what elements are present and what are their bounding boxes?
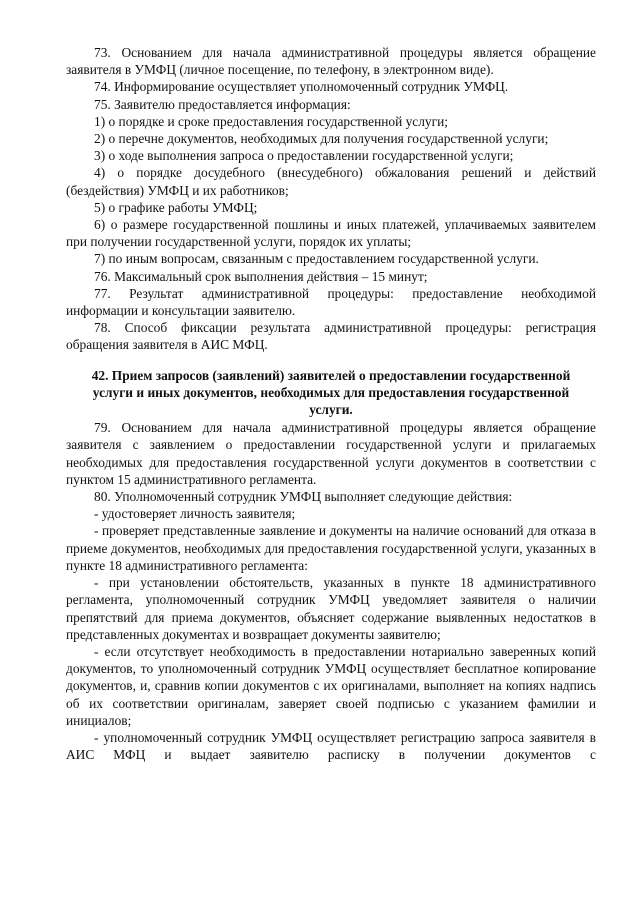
list-item-2: 2) о перечне документов, необходимых для получения государственной услуги; bbox=[94, 131, 549, 147]
list-item-1: 1) о порядке и сроке предоставления государственной услуги; bbox=[94, 113, 449, 129]
action-item-identity: - удостоверяет личность заявителя; bbox=[94, 506, 296, 522]
action-item-register-request: - уполномоченный сотрудник УМФЦ осуществляет регистрацию запроса заявителя в АИС МФЦ и выдает заявителю расписку в получении документов с bbox=[66, 729, 596, 763]
action-item-copy-documents: - если отсутствует необходимость в предоставлении нотариально заверенных копий документов, то уполномоченный сотрудник УМФЦ осуществляет бесплатное копирование документов, и, сравнив копии документов с их оригиналами, выполняет на копиях надпись об их соответствии оригиналам, заверяет своей подписью с указанием фамилии и инициалов; bbox=[66, 643, 596, 728]
action-item-check-documents: - проверяет представленные заявление и документы на наличие оснований для отказа в приеме документов, необходимых для предоставления государственной услуги, указанных в пункте 18 административного регламента: bbox=[66, 523, 596, 573]
action-item-notify-obstacles: - при установлении обстоятельств, указанных в пункте 18 административного регламента, уполномоченный сотрудник УМФЦ уведомляет заявителя о наличии препятствий для приема документов, объясняет содержание выявленных недостатков в представленных документах и возвращает документы заявителю; bbox=[66, 575, 596, 642]
paragraph-76: 76. Максимальный срок выполнения действия – 15 минут; bbox=[94, 268, 428, 284]
paragraph-77: 77. Результат административной процедуры: предоставление необходимой информации и консультации заявителю. bbox=[66, 285, 596, 319]
list-item-7: 7) по иным вопросам, связанным с предоставлением государственной услуги. bbox=[94, 251, 539, 267]
paragraph-79: 79. Основанием для начала административной процедуры является обращение заявителя с заявлением о предоставлении государственной услуги и прилагаемых необходимых для предоставления государственной услуги документов в соответствии с пунктом 15 административного регламента. bbox=[66, 420, 596, 487]
section-heading-42: 42. Прием запросов (заявлений) заявителей о предоставлении государственной услуги и иных документов, необходимых для предоставления государственной услуги. bbox=[91, 367, 571, 418]
paragraph-75: 75. Заявителю предоставляется информация: bbox=[94, 96, 351, 112]
list-item-5: 5) о графике работы УМФЦ; bbox=[94, 199, 258, 215]
list-item-4: 4) о порядке досудебного (внесудебного) обжалования решений и действий (бездействия) УМФЦ и их работников; bbox=[66, 165, 596, 198]
paragraph-80: 80. Уполномоченный сотрудник УМФЦ выполняет следующие действия: bbox=[94, 489, 513, 505]
paragraph-73: 73. Основанием для начала административной процедуры является обращение заявителя в УМФЦ (личное посещение, по телефону, в электронном виде). bbox=[66, 45, 596, 78]
list-item-3: 3) о ходе выполнения запроса о предоставлении государственной услуги; bbox=[94, 148, 514, 164]
paragraph-74: 74. Информирование осуществляет уполномоченный сотрудник УМФЦ. bbox=[94, 79, 509, 95]
paragraph-78: 78. Способ фиксации результата административной процедуры: регистрация обращения заявителя в АИС МФЦ. bbox=[66, 320, 596, 353]
list-item-6: 6) о размере государственной пошлины и иных платежей, уплачиваемых заявителем при получении государственной услуги, порядок их уплаты; bbox=[66, 217, 596, 250]
